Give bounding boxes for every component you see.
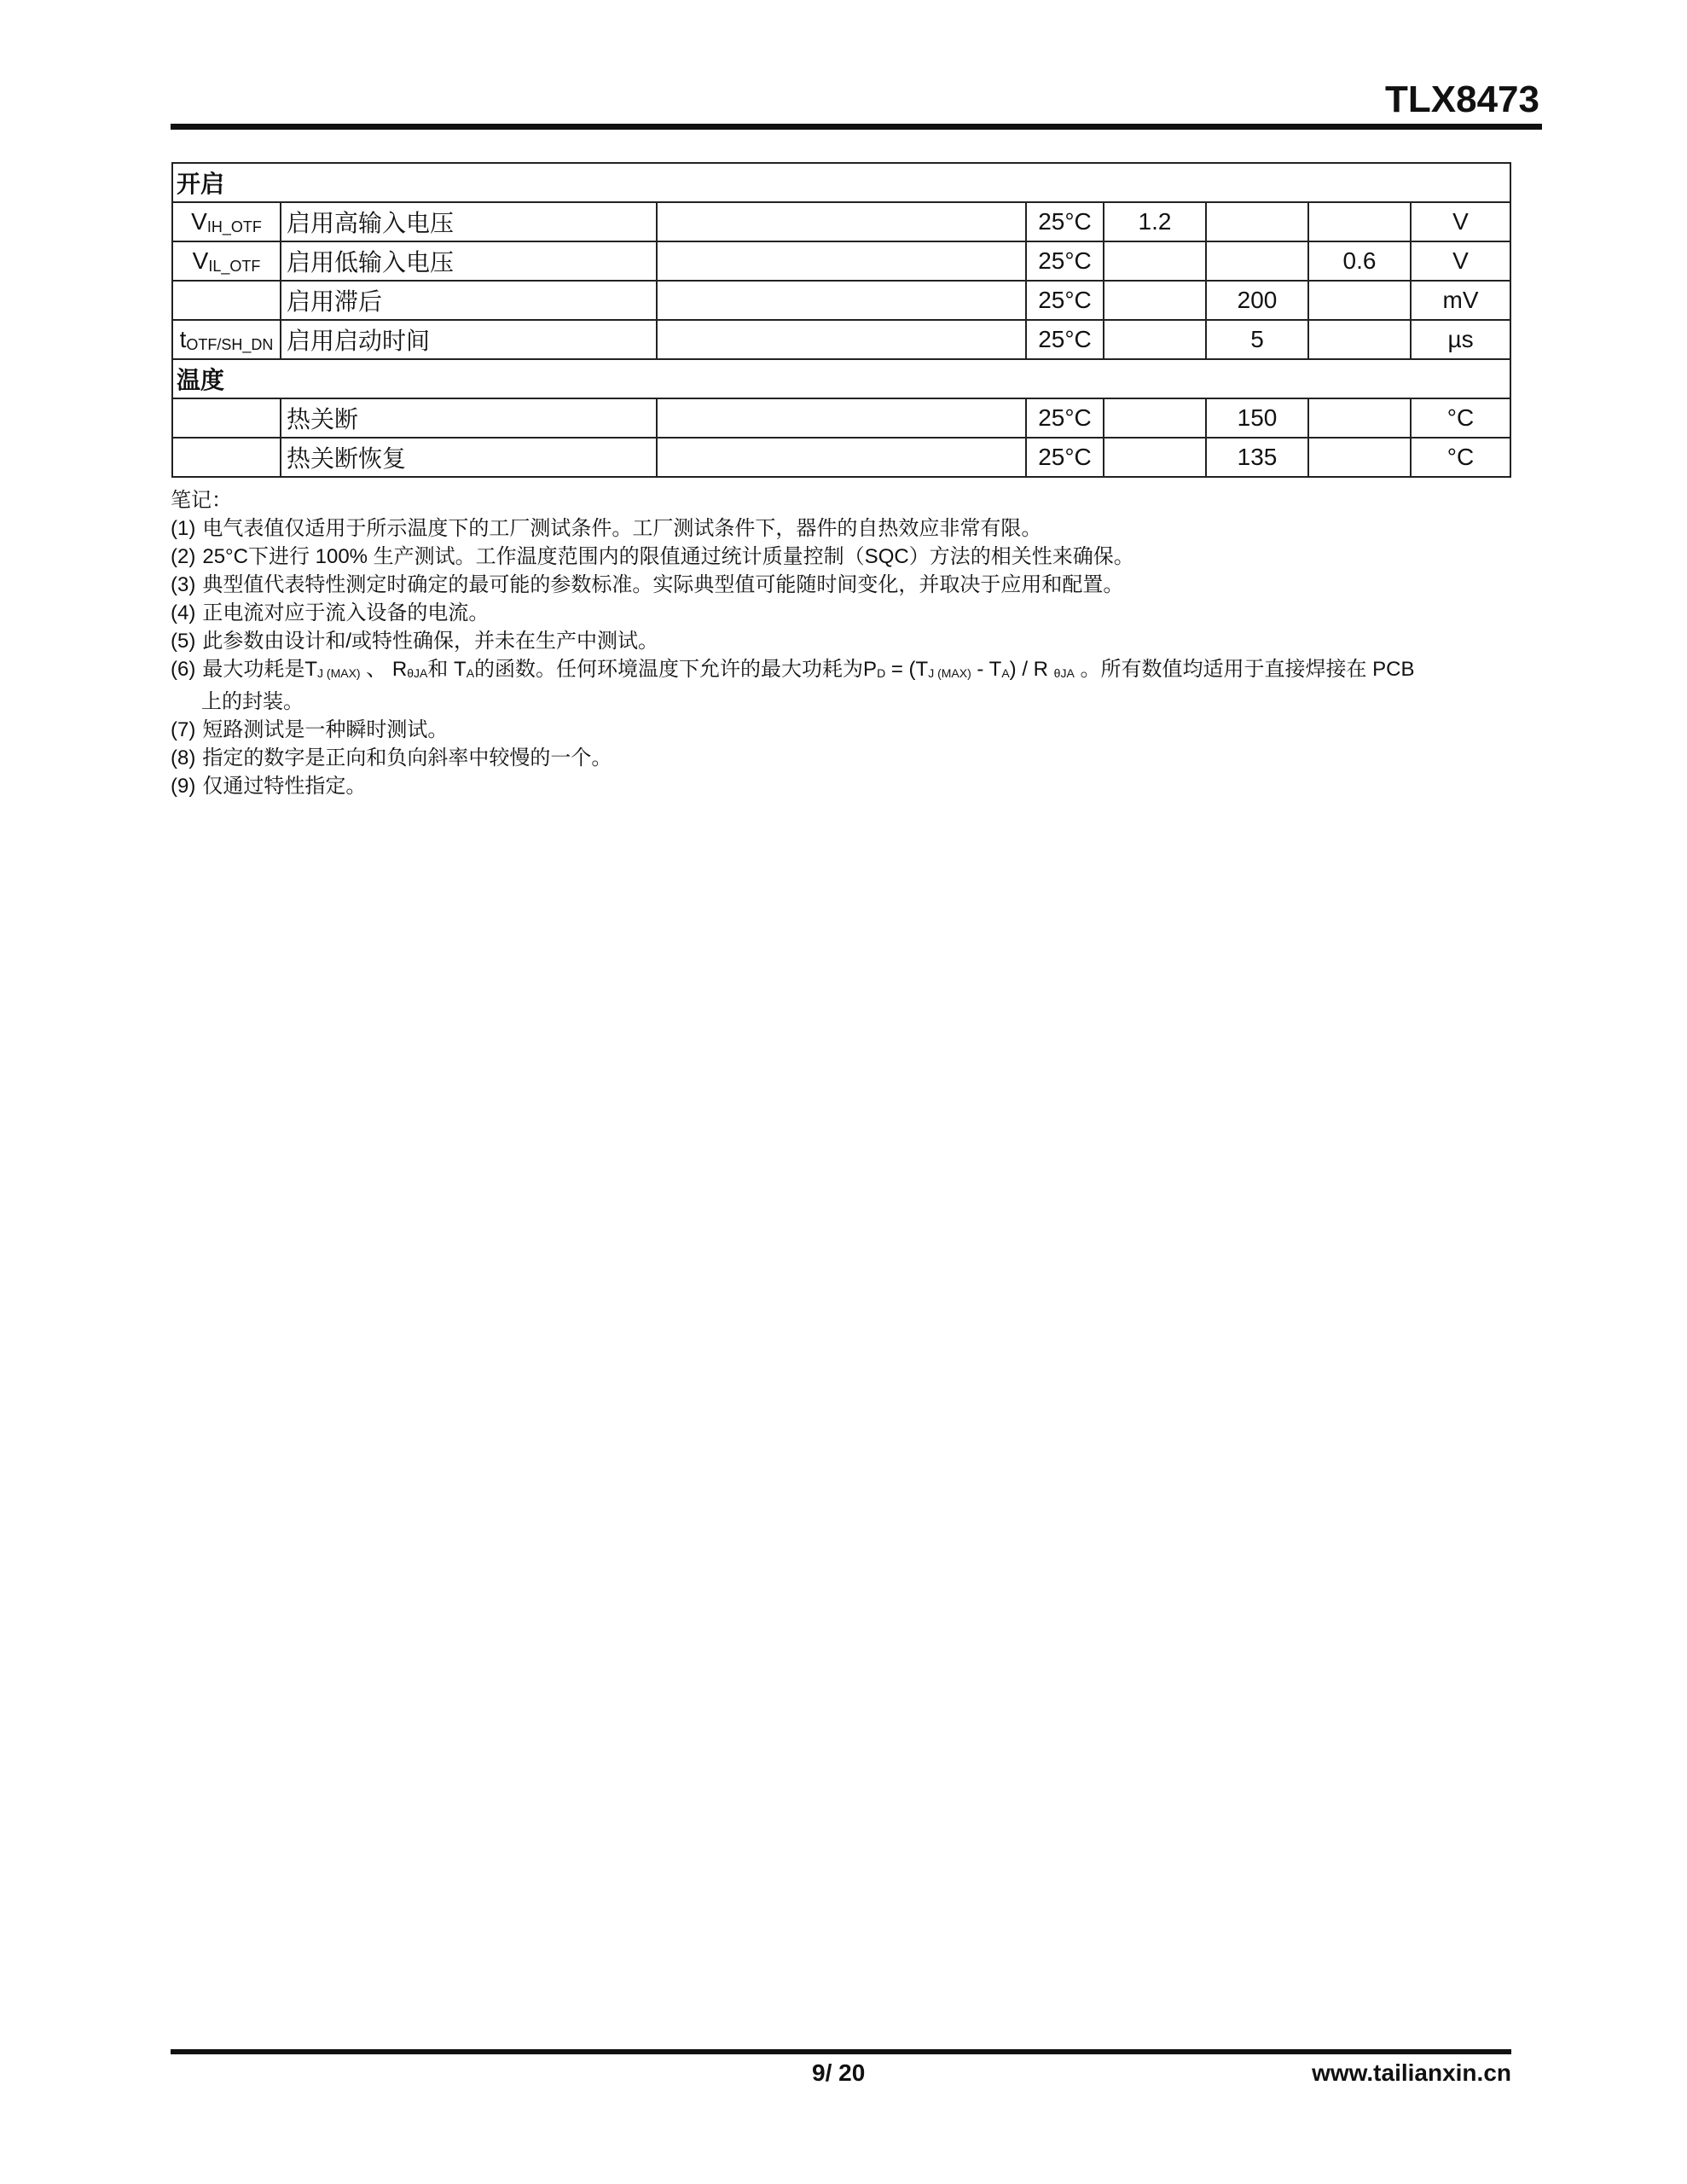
- parameter-name: 热关断: [281, 398, 657, 438]
- note-number: (8): [171, 746, 196, 770]
- section-row-temperature: [172, 359, 1510, 398]
- temp-cell: 25°C: [1026, 202, 1104, 241]
- temp-cell: 25°C: [1026, 398, 1104, 438]
- unit-cell: mV: [1411, 281, 1510, 320]
- note-text: 25°C下进行 100% 生产测试。工作温度范围内的限值通过统计质量控制（SQC）方法的相关性来确保。: [202, 545, 1134, 568]
- note-text: 指定的数字是正向和负向斜率中较慢的一个。: [202, 746, 612, 770]
- note-item: [171, 627, 1511, 655]
- table-row: [172, 438, 1510, 477]
- note-number: (4): [171, 601, 196, 624]
- max-cell: [1308, 202, 1411, 241]
- table-row: [172, 320, 1510, 359]
- document-title: TLX8473: [1385, 78, 1539, 120]
- note-item-power-dissipation: [171, 655, 1511, 688]
- condition-cell: [657, 398, 1026, 438]
- unit-cell: V: [1411, 202, 1510, 241]
- note-item: [171, 543, 1511, 571]
- temp-cell: 25°C: [1026, 281, 1104, 320]
- electrical-characteristics-table: [171, 162, 1511, 478]
- unit-cell: °C: [1411, 438, 1510, 477]
- symbol-cell: [172, 438, 281, 477]
- typ-cell: 200: [1206, 281, 1308, 320]
- typ-cell: 150: [1206, 398, 1308, 438]
- note-text: 电气表值仅适用于所示温度下的工厂测试条件。工厂测试条件下，器件的自热效应非常有限。: [202, 517, 1042, 540]
- table-row: [172, 398, 1510, 438]
- min-cell: [1104, 241, 1206, 281]
- section-title: 温度: [172, 359, 1510, 398]
- note-item: [171, 514, 1511, 543]
- min-cell: [1104, 438, 1206, 477]
- unit-cell: µs: [1411, 320, 1510, 359]
- symbol-cell: $t_{OTF/SH\_DN}$: [172, 320, 281, 359]
- table-row: [172, 281, 1510, 320]
- temp-cell: 25°C: [1026, 320, 1104, 359]
- typ-cell: [1206, 241, 1308, 281]
- condition-cell: [657, 438, 1026, 477]
- notes-section: [171, 486, 1511, 800]
- table-row: [172, 241, 1510, 281]
- note-item: [171, 744, 1511, 772]
- condition-cell: [657, 320, 1026, 359]
- condition-cell: [657, 202, 1026, 241]
- typ-cell: 5: [1206, 320, 1308, 359]
- note-text: 最大功耗是TJ (MAX) 、 RθJA和 TA的函数。任何环境温度下允许的最大功耗为PD = (TJ (MAX) - TA) / R θJA 。所有数值均适用于直接焊接在 PCB: [202, 658, 1415, 681]
- note-text: 仅通过特性指定。: [202, 775, 367, 798]
- note-number: (3): [171, 573, 196, 596]
- parameter-name: 启用启动时间: [281, 320, 657, 359]
- note-number: (5): [171, 630, 196, 653]
- footer-rule: [171, 2049, 1511, 2054]
- note-item: [171, 772, 1511, 800]
- min-cell: [1104, 398, 1206, 438]
- section-row-enable: [172, 163, 1510, 202]
- condition-cell: [657, 241, 1026, 281]
- page-number: 9/ 20: [812, 2059, 866, 2086]
- symbol-cell: $V_{IL\_OTF}$: [172, 241, 281, 281]
- note-item: [171, 571, 1511, 599]
- note-number: (2): [171, 545, 196, 568]
- note-text: 此参数由设计和/或特性确保，并未在生产中测试。: [202, 630, 659, 653]
- max-cell: 0.6: [1308, 241, 1411, 281]
- typ-cell: 135: [1206, 438, 1308, 477]
- table-row: [172, 202, 1510, 241]
- symbol-cell: [172, 398, 281, 438]
- section-title: 开启: [172, 163, 1510, 202]
- symbol-cell: $V_{IH\_OTF}$: [172, 202, 281, 241]
- typ-cell: [1206, 202, 1308, 241]
- header-rule: [171, 124, 1542, 130]
- note-number: (1): [171, 517, 196, 540]
- temp-cell: 25°C: [1026, 438, 1104, 477]
- parameter-name: 启用高输入电压: [281, 202, 657, 241]
- unit-cell: °C: [1411, 398, 1510, 438]
- note-continuation: 上的封装。: [201, 690, 304, 713]
- symbol-cell: [172, 281, 281, 320]
- max-cell: [1308, 398, 1411, 438]
- min-cell: [1104, 320, 1206, 359]
- note-item: [171, 716, 1511, 744]
- min-cell: [1104, 281, 1206, 320]
- min-cell: 1.2: [1104, 202, 1206, 241]
- note-text: 正电流对应于流入设备的电流。: [202, 601, 490, 624]
- temp-cell: 25°C: [1026, 241, 1104, 281]
- condition-cell: [657, 281, 1026, 320]
- parameter-name: 热关断恢复: [281, 438, 657, 477]
- note-number: (7): [171, 718, 196, 741]
- parameter-name: 启用低输入电压: [281, 241, 657, 281]
- note-text: 短路测试是一种瞬时测试。: [202, 718, 449, 741]
- unit-cell: V: [1411, 241, 1510, 281]
- parameter-name: 启用滞后: [281, 281, 657, 320]
- note-number: (6): [171, 658, 196, 681]
- max-cell: [1308, 320, 1411, 359]
- notes-heading: 笔记：: [171, 489, 232, 512]
- note-item: [171, 599, 1511, 627]
- website-link[interactable]: www.tailianxin.cn: [1312, 2059, 1511, 2086]
- max-cell: [1308, 438, 1411, 477]
- max-cell: [1308, 281, 1411, 320]
- note-text: 典型值代表特性测定时确定的最可能的参数标准。实际典型值可能随时间变化，并取决于应用和配置。: [202, 573, 1124, 596]
- note-number: (9): [171, 775, 196, 798]
